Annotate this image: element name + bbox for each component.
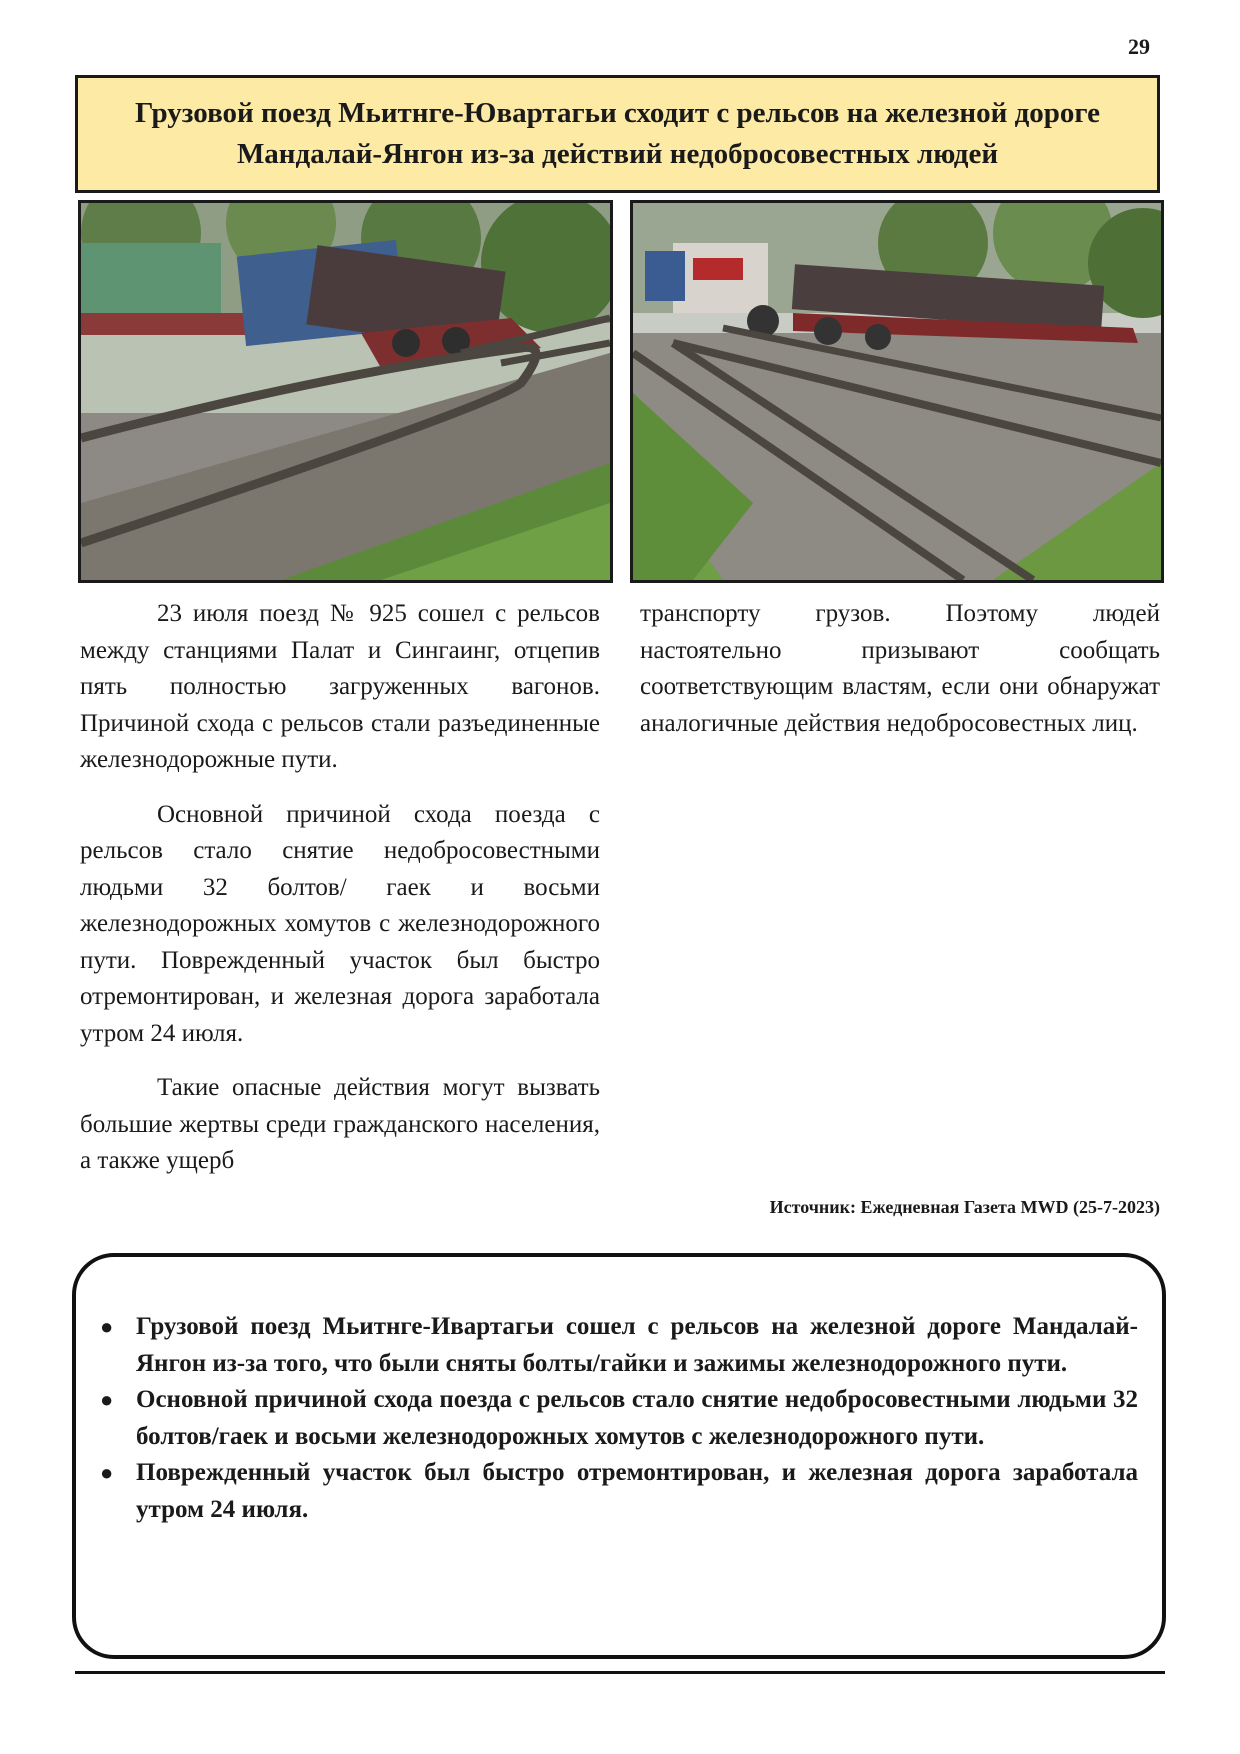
article-paragraph: Такие опасные действия могут вызвать большие жертвы среди гражданского населения, а также ущерб — [80, 1074, 600, 1174]
summary-item — [98, 1382, 1138, 1455]
article-paragraph: 23 июля поезд № 925 сошел с рельсов между станциями Палат и Сингаинг, отцепив пять полностью загруженных вагонов. Причиной схода с рельсов стали разъединенные железнодорожные пути. — [80, 600, 600, 773]
summary-item-text: Грузовой поезд Мьитнге-Ивартагьи сошел с рельсов на железной дороге Мандалай-Янгон из-за того, что были сняты болты/гайки и зажимы железнодорожного пути. — [136, 1313, 1138, 1377]
summary-item — [98, 1309, 1138, 1382]
article-column-right — [640, 596, 1160, 760]
bullet-icon: ● — [100, 1314, 114, 1339]
page-number: 29 — [1128, 34, 1150, 59]
bullet-icon: ● — [100, 1387, 114, 1412]
summary-item-text: Поврежденный участок был быстро отремонтирован, и железная дорога заработала утром 24 июля. — [136, 1459, 1138, 1523]
summary-item-text: Основной причиной схода поезда с рельсов стало снятие недобросовестными людьми 32 болтов/гаек и восьми железнодорожных хомутов с железнодорожного пути. — [136, 1386, 1138, 1450]
source-citation: Источник: Ежедневная Газета MWD (25-7-2023) — [769, 1197, 1160, 1217]
bullet-icon: ● — [100, 1460, 114, 1485]
derailment-photo-right — [630, 200, 1164, 583]
headline-box — [75, 75, 1160, 193]
headline-title: Грузовой поезд Мьитнге-Ювартагьи сходит с рельсов на железной дороге Мандалай-Янгон из-за действий недобросовестных людей — [134, 96, 1101, 170]
footer-rule — [75, 1671, 1165, 1674]
summary-item — [98, 1455, 1138, 1528]
article-column-left — [80, 596, 600, 1198]
summary-box — [72, 1253, 1166, 1659]
summary-list — [98, 1309, 1138, 1528]
derailment-photo-left — [78, 200, 613, 583]
article-paragraph: транспорту грузов. Поэтому людей настоятельно призывают сообщать соответствующим властям, если они обнаружат аналогичные действия недобросовестных лиц. — [640, 600, 1160, 737]
article-paragraph: Основной причиной схода поезда с рельсов стало снятие недобросовестными людьми 32 болтов/ гаек и восьми железнодорожных хомутов с железнодорожного пути. Поврежденный участок был быстро отремонтирован, и железная дорога заработала утром 24 июля. — [80, 800, 600, 1047]
